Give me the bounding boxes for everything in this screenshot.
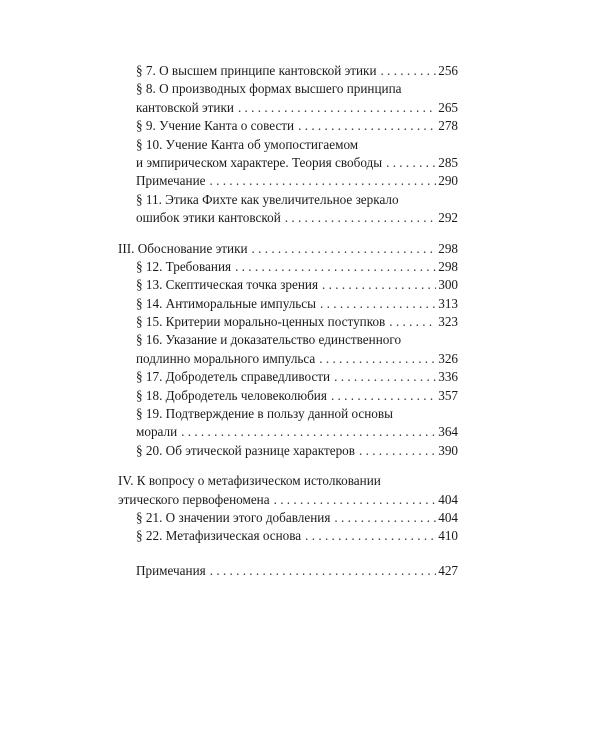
toc-entry-text: § 22. Метафизическая основа bbox=[136, 528, 302, 544]
toc-page-number: 313 bbox=[438, 295, 458, 311]
toc-entry-text: и эмпирическом характере. Теория свободы bbox=[136, 154, 383, 170]
toc-entry-line bbox=[118, 99, 458, 117]
toc-entry-line bbox=[118, 442, 458, 460]
toc-entry-text: § 12. Требования bbox=[136, 258, 232, 274]
toc-entry-line bbox=[118, 240, 458, 258]
toc-entry-text: § 18. Добродетель человеколюбия bbox=[136, 387, 327, 403]
toc-entry-line bbox=[118, 350, 458, 368]
toc-entry-line bbox=[118, 509, 458, 527]
dot-leader bbox=[305, 527, 436, 545]
toc-page-number: 336 bbox=[438, 369, 458, 385]
toc-entry-line bbox=[118, 209, 458, 227]
section-gap bbox=[118, 546, 458, 562]
toc-entry-text: § 16. Указание и доказательство единственного bbox=[136, 332, 402, 348]
dot-leader bbox=[331, 387, 436, 405]
toc-entry[interactable] bbox=[118, 117, 458, 135]
toc-entry-text: § 11. Этика Фихте как увеличительное зеркало bbox=[136, 191, 399, 207]
dot-leader bbox=[381, 62, 437, 80]
section-gap bbox=[118, 460, 458, 472]
dot-leader bbox=[238, 99, 436, 117]
dot-leader bbox=[334, 368, 436, 386]
dot-leader bbox=[359, 442, 436, 460]
toc-entry-text: кантовской этики bbox=[136, 99, 234, 115]
toc-entry[interactable] bbox=[118, 562, 458, 580]
toc-entry-line bbox=[118, 331, 458, 349]
dot-leader bbox=[181, 423, 436, 441]
toc-page-number: 404 bbox=[438, 509, 458, 525]
toc-entry-line bbox=[118, 423, 458, 441]
toc-entry-text: ошибок этики кантовской bbox=[136, 210, 281, 226]
dot-leader bbox=[210, 562, 437, 580]
toc-page-number: 390 bbox=[438, 442, 458, 458]
toc-entry-line bbox=[118, 276, 458, 294]
toc-entry-text: § 20. Об этической разнице характеров bbox=[136, 442, 355, 458]
toc-entry-text: морали bbox=[136, 424, 178, 440]
toc-page-number: 265 bbox=[438, 99, 458, 115]
toc-entry-line bbox=[118, 562, 458, 580]
toc-page-number: 404 bbox=[438, 491, 458, 507]
toc-page-number: 323 bbox=[438, 314, 458, 330]
toc-page-number: 292 bbox=[438, 210, 458, 226]
toc-entry-line bbox=[118, 368, 458, 386]
toc-entry-line bbox=[118, 136, 458, 154]
dot-leader bbox=[322, 276, 436, 294]
dot-leader bbox=[210, 172, 437, 190]
toc-entry[interactable] bbox=[118, 472, 458, 509]
toc-entry-line bbox=[118, 258, 458, 276]
toc-entry-line bbox=[118, 491, 458, 509]
toc-page-number: 290 bbox=[438, 173, 458, 189]
toc-entry-text: § 17. Добродетель справедливости bbox=[136, 369, 331, 385]
dot-leader bbox=[298, 117, 436, 135]
toc-page-number: 298 bbox=[438, 258, 458, 274]
toc-entry-line bbox=[118, 172, 458, 190]
toc-entry[interactable] bbox=[118, 527, 458, 545]
dot-leader bbox=[320, 295, 436, 313]
toc-entry[interactable] bbox=[118, 331, 458, 368]
toc-entry[interactable] bbox=[118, 62, 458, 80]
toc-entry-line bbox=[118, 527, 458, 545]
toc-entry-text: § 9. Учение Канта о совести bbox=[136, 118, 295, 134]
toc-entry-text: § 13. Скептическая точка зрения bbox=[136, 277, 319, 293]
toc-page-number: 298 bbox=[438, 240, 458, 256]
dot-leader bbox=[274, 491, 437, 509]
toc-entry-text: § 10. Учение Канта об умопостигаемом bbox=[136, 136, 359, 152]
dot-leader bbox=[389, 313, 436, 331]
dot-leader bbox=[285, 209, 436, 227]
toc-entry[interactable] bbox=[118, 191, 458, 228]
toc-page-number: 285 bbox=[438, 154, 458, 170]
toc-entry-text: этического первофеномена bbox=[118, 491, 270, 507]
toc-entry-text: § 8. О производных формах высшего принципа bbox=[136, 81, 402, 97]
dot-leader bbox=[319, 350, 436, 368]
toc-entry-text: § 19. Подтверждение в пользу данной основы bbox=[136, 406, 393, 422]
toc-entry-text: § 21. О значении этого добавления bbox=[136, 509, 331, 525]
toc-entry-text: Примечания bbox=[136, 562, 206, 578]
toc-entry-line bbox=[118, 80, 458, 98]
toc-entry[interactable] bbox=[118, 442, 458, 460]
dot-leader bbox=[252, 240, 437, 258]
toc-page-number: 326 bbox=[438, 350, 458, 366]
toc-entry-line bbox=[118, 154, 458, 172]
toc-entry[interactable] bbox=[118, 387, 458, 405]
toc-entry[interactable] bbox=[118, 172, 458, 190]
dot-leader bbox=[334, 509, 436, 527]
toc-entry[interactable] bbox=[118, 80, 458, 117]
toc-entry-line bbox=[118, 472, 458, 490]
toc-entry-text: III. Обоснование этики bbox=[118, 240, 248, 256]
section-gap bbox=[118, 228, 458, 240]
toc-page-number: 357 bbox=[438, 387, 458, 403]
toc-page-number: 427 bbox=[438, 562, 458, 578]
dot-leader bbox=[386, 154, 436, 172]
toc-entry[interactable] bbox=[118, 313, 458, 331]
toc-entry-line bbox=[118, 191, 458, 209]
toc-entry-text: § 15. Критерии морально-ценных поступков bbox=[136, 314, 386, 330]
toc-entry[interactable] bbox=[118, 295, 458, 313]
toc-entry[interactable] bbox=[118, 368, 458, 386]
toc-entry[interactable] bbox=[118, 405, 458, 442]
toc-entry-text: § 7. О высшем принципе кантовской этики bbox=[136, 63, 377, 78]
toc-page-number: 300 bbox=[438, 277, 458, 293]
toc-page-number: 256 bbox=[438, 63, 458, 78]
toc-page-number: 364 bbox=[438, 424, 458, 440]
toc-entry-line bbox=[118, 387, 458, 405]
toc-entry-text: подлинно морального импульса bbox=[136, 350, 316, 366]
toc-entry-line bbox=[118, 62, 458, 80]
dot-leader bbox=[235, 258, 436, 276]
toc-entry-line bbox=[118, 117, 458, 135]
toc-entry[interactable] bbox=[118, 240, 458, 258]
toc-entry[interactable] bbox=[118, 276, 458, 294]
toc-entry-line bbox=[118, 405, 458, 423]
toc-entry-text: IV. К вопросу о метафизическом истолковании bbox=[118, 473, 381, 489]
toc-entry[interactable] bbox=[118, 509, 458, 527]
toc-page-number: 278 bbox=[438, 118, 458, 134]
toc-page-number: 410 bbox=[438, 528, 458, 544]
toc-entry-text: § 14. Антиморальные импульсы bbox=[136, 295, 317, 311]
toc-entry-line bbox=[118, 313, 458, 331]
toc-entry[interactable] bbox=[118, 258, 458, 276]
table-of-contents bbox=[118, 62, 458, 580]
toc-entry[interactable] bbox=[118, 136, 458, 173]
toc-entry-line bbox=[118, 295, 458, 313]
toc-entry-text: Примечание bbox=[136, 173, 206, 189]
